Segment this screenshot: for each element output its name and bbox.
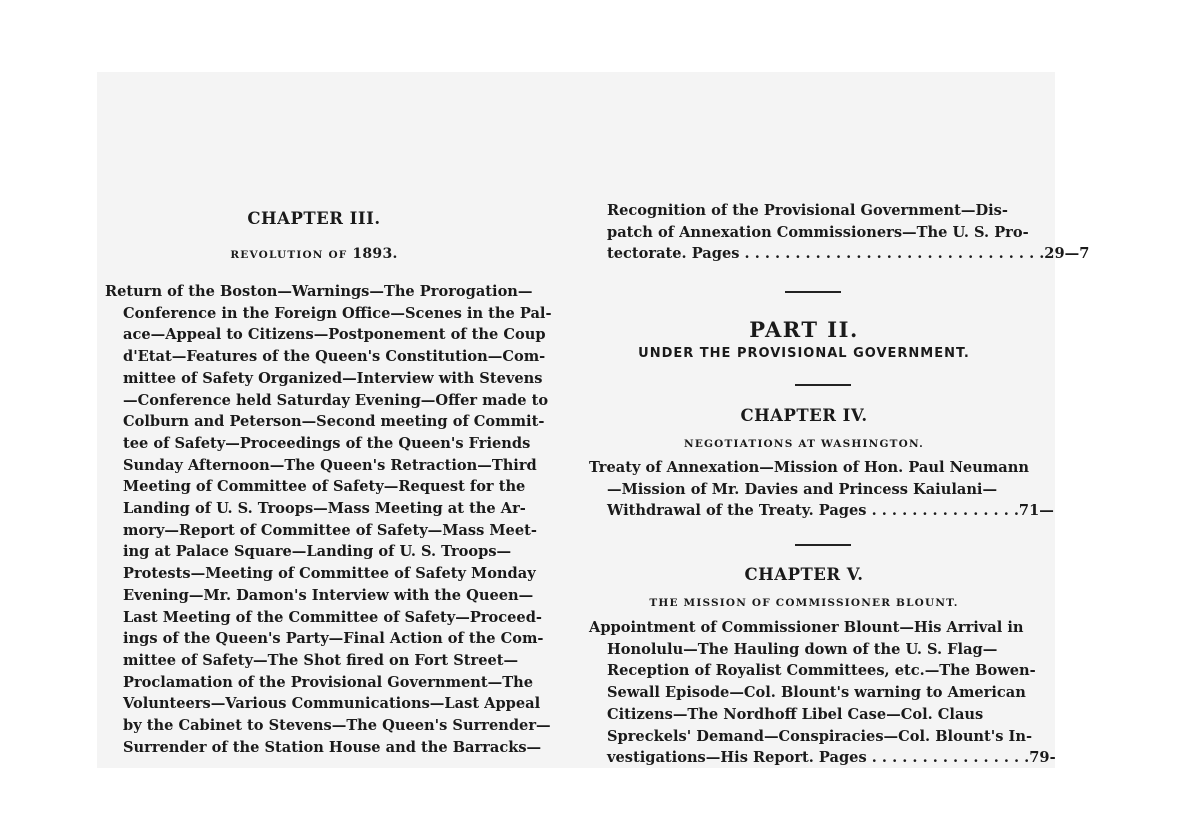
synopsis-line: Surrender of the Station House and the Barracks—: [123, 738, 542, 756]
synopsis-line: Volunteers—Various Communications—Last Appeal: [123, 695, 541, 713]
synopsis-line: d'Etat—Features of the Queen's Constitution—Com-: [123, 348, 546, 366]
synopsis-line: —Mission of Mr. Davies and Princess Kaiulani—: [607, 480, 998, 498]
part-2-title: PART II.: [749, 317, 859, 342]
synopsis-line: Meeting of Committee of Safety—Request for the: [123, 478, 526, 496]
synopsis-line: Appointment of Commissioner Blount—His Arrival in: [589, 619, 1024, 636]
synopsis-line: Last Meeting of the Committee of Safety—Proceed-: [123, 608, 542, 626]
synopsis-line: Reception of Royalist Committees, etc.—The Bowen-: [607, 662, 1036, 680]
continuation-line: tectorate. Pages . . . . . . . . . . . . . . . . . . . . . . . . . . . . . .29—7: [607, 245, 1090, 263]
part-2-subtitle: UNDER THE PROVISIONAL GOVERNMENT.: [638, 346, 970, 361]
synopsis-line: Landing of U. S. Troops—Mass Meeting at the Ar-: [123, 500, 526, 518]
chapter-3-synopsis: [105, 281, 552, 758]
chapter-5-synopsis: [589, 617, 1056, 769]
chapter-4-subtitle: NEGOTIATIONS AT WASHINGTON.: [684, 438, 924, 450]
synopsis-line: Colburn and Peterson—Second meeting of Commit-: [123, 413, 545, 431]
continuation-line: patch of Annexation Commissioners—The U. S. Pro-: [607, 223, 1029, 241]
synopsis-line: tee of Safety—Proceedings of the Queen's Friends: [123, 434, 531, 452]
synopsis-line: Conference in the Foreign Office—Scenes in the Pal-: [123, 304, 552, 322]
synopsis-line: vestigations—His Report. Pages . . . . . . . . . . . . . . . .79-: [607, 749, 1056, 767]
synopsis-line: Honolulu—The Hauling down of the U. S. Flag—: [607, 640, 998, 658]
synopsis-line: mittee of Safety—The Shot fired on Fort Street—: [123, 651, 519, 669]
chapter-3-continuation: [589, 200, 1089, 265]
synopsis-line: ace—Appeal to Citizens—Postponement of the Coup: [123, 326, 546, 344]
chapter-5-title: CHAPTER V.: [744, 565, 864, 584]
synopsis-line: Sewall Episode—Col. Blount's warning to American: [607, 684, 1026, 702]
synopsis-line: —Conference held Saturday Evening—Offer made to: [123, 391, 549, 409]
chapter-5-subtitle: THE MISSION OF COMMISSIONER BLOUNT.: [649, 597, 959, 609]
synopsis-line: Protests—Meeting of Committee of Safety Monday: [123, 565, 536, 583]
synopsis-line: Return of the Boston—Warnings—The Prorogation—: [105, 283, 533, 300]
chapter-3-title: CHAPTER III.: [247, 209, 381, 228]
synopsis-line: Proclamation of the Provisional Government—The: [123, 673, 533, 691]
chapter-3-subtitle: [105, 246, 523, 262]
chapter-4-title: CHAPTER IV.: [740, 406, 868, 425]
continuation-line: Recognition of the Provisional Government—Dis-: [607, 202, 1008, 219]
divider-rule: [795, 384, 851, 386]
synopsis-line: ing at Palace Square—Landing of U. S. Troops—: [123, 543, 512, 561]
synopsis-line: Withdrawal of the Treaty. Pages . . . . . . . . . . . . . . .71—: [607, 502, 1054, 520]
synopsis-line: Sunday Afternoon—The Queen's Retraction—Third: [123, 456, 537, 474]
chapter-3-subtitle-year: 1893.: [352, 246, 398, 262]
chapter-4-synopsis: [589, 457, 1054, 522]
synopsis-line: by the Cabinet to Stevens—The Queen's Surrender—: [123, 717, 551, 735]
synopsis-line: ings of the Queen's Party—Final Action of the Com-: [123, 630, 544, 648]
divider-rule: [795, 544, 851, 546]
synopsis-line: mory—Report of Committee of Safety—Mass Meet-: [123, 521, 537, 539]
divider-rule: [785, 291, 841, 293]
synopsis-line: Treaty of Annexation—Mission of Hon. Paul Neumann: [589, 459, 1029, 476]
synopsis-line: Spreckels' Demand—Conspiracies—Col. Blount's In-: [607, 727, 1033, 745]
synopsis-line: Evening—Mr. Damon's Interview with the Queen—: [123, 586, 534, 604]
synopsis-line: Citizens—The Nordhoff Libel Case—Col. Claus: [607, 705, 984, 723]
synopsis-line: mittee of Safety Organized—Interview with Stevens: [123, 369, 543, 387]
chapter-3-subtitle-text: REVOLUTION OF: [230, 249, 348, 261]
